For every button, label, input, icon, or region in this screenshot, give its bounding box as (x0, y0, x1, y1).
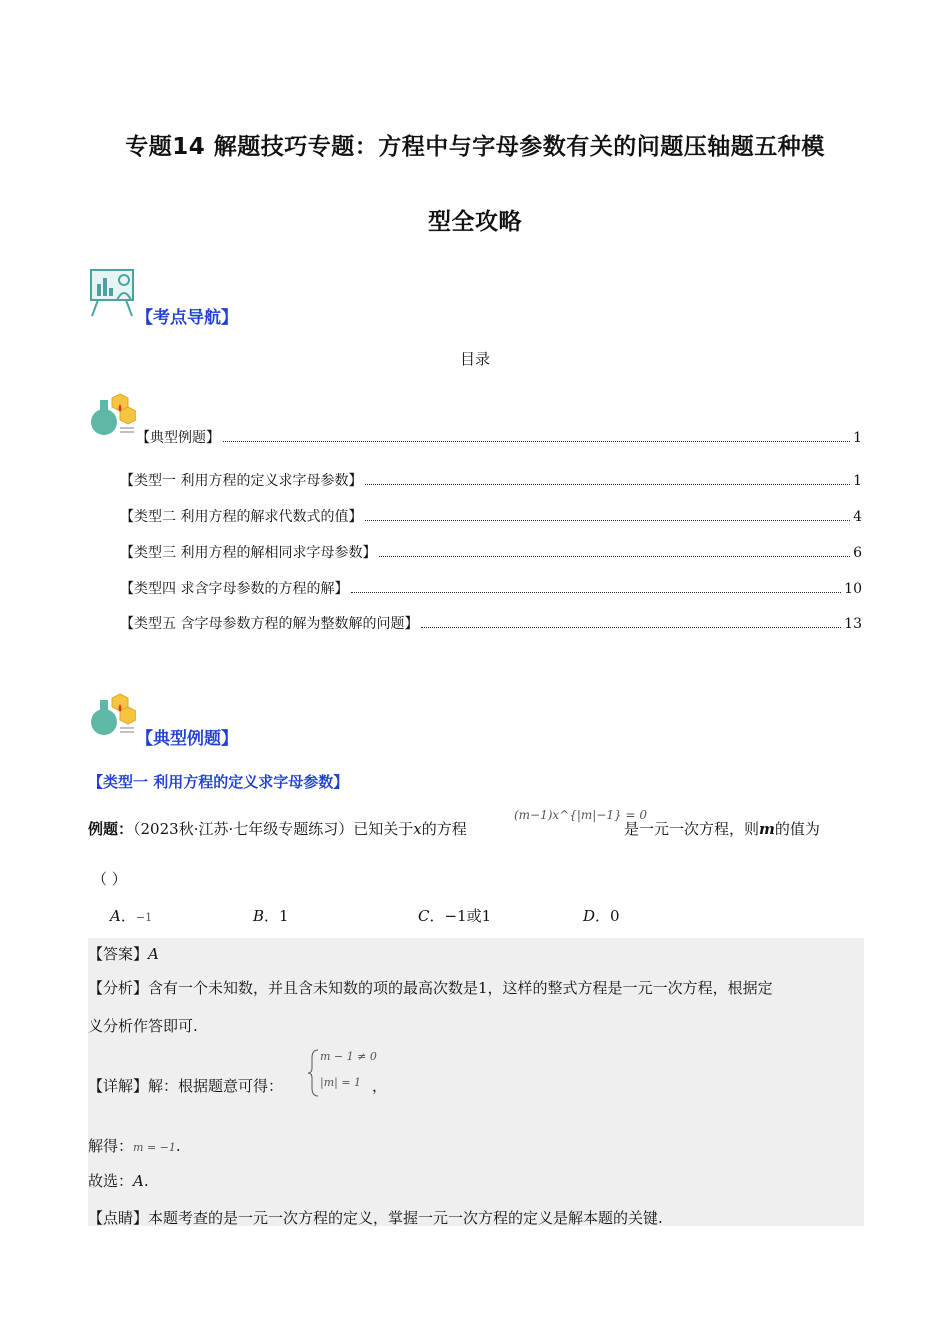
toc-heading: 目录 (459, 350, 490, 368)
option-value: −1或1 (444, 907, 492, 925)
toc-item[interactable] (120, 506, 862, 526)
option-value: 1 (279, 907, 289, 925)
answer-label: 【答案】 (88, 945, 149, 963)
toc-dots (365, 519, 850, 521)
toc-item-label: 【典型例题】 (136, 430, 220, 446)
choose-label: 故选： (88, 1172, 134, 1190)
toc-item-label: 【类型三 利用方程的解相同求字母参数】 (120, 545, 377, 561)
toc-item[interactable] (120, 470, 862, 490)
comment-label: 【点睛】 (88, 1209, 149, 1227)
toc-item-label: 【类型四 求含字母参数的方程的解】 (120, 581, 349, 597)
option-letter: B (253, 907, 265, 925)
option-value: 0 (610, 907, 620, 925)
toc-item[interactable] (136, 427, 862, 447)
equation-system (308, 1048, 378, 1100)
comment-text: 本题考查的是一元一次方程的定义，掌握一元一次方程的定义是解本题的关键. (148, 1209, 663, 1227)
toc-item-page: 4 (853, 509, 862, 525)
example-text-a: 的方程 (421, 820, 467, 838)
type1-heading: 【类型一 利用方程的定义求字母参数】 (88, 773, 349, 791)
nav-heading: 【考点导航】 (136, 308, 238, 328)
toc-item-label: 【类型一 利用方程的定义求字母参数】 (120, 473, 363, 489)
flask-hexagon-icon (88, 392, 136, 438)
analysis-line (88, 977, 773, 998)
section-heading: 【典型例题】 (136, 729, 238, 749)
toc-item-page: 1 (853, 430, 862, 446)
solve-end: . (175, 1137, 181, 1155)
choose-value: A (133, 1172, 144, 1190)
system-eq-1: m − 1 ≠ 0 (320, 1050, 377, 1063)
toc-dots (421, 626, 841, 628)
teacher-board-icon (88, 266, 138, 318)
detail-line (88, 1075, 283, 1096)
example-text-c: 的值为 (774, 820, 820, 838)
toc-item[interactable] (120, 578, 862, 598)
var-m: m (759, 820, 775, 838)
analysis-line-2: 义分析作答即可. (88, 1017, 198, 1035)
example-question (88, 818, 467, 839)
toc-dots (223, 440, 850, 442)
answer-paren: （ ） (92, 870, 127, 888)
toc-item-page: 1 (853, 473, 862, 489)
example-source: （2023秋·江苏·七年级专题练习）已知关于 (133, 820, 414, 838)
brace-icon (308, 1048, 320, 1098)
page-title-line2: 型全攻略 (428, 209, 522, 235)
option-b[interactable]: B．1 (253, 907, 289, 925)
solve-label: 解得： (88, 1137, 134, 1155)
solve-value: m = −1 (133, 1141, 176, 1154)
toc-item-label: 【类型二 利用方程的解求代数式的值】 (120, 509, 363, 525)
toc-item[interactable] (120, 613, 862, 633)
example-question-tail (624, 818, 820, 839)
detail-text: 解：根据题意可得： (148, 1077, 284, 1095)
example-label: 例题： (88, 820, 134, 838)
option-letter: C (418, 907, 430, 925)
equation: (m−1)x^{|m|−1} = 0 (514, 808, 647, 822)
system-eq-2: |m| = 1 (320, 1076, 362, 1089)
answer-value: A (148, 945, 159, 963)
toc-item-label: 【类型五 含字母参数方程的解为整数解的问题】 (120, 616, 419, 632)
detail-comma: ， (372, 1077, 388, 1095)
flask-hexagon-icon (88, 692, 136, 738)
option-value: −1 (135, 911, 153, 924)
choose-end: . (143, 1172, 149, 1190)
solve-line (88, 1135, 181, 1156)
example-text-b: 是一元一次方程，则 (624, 820, 760, 838)
toc-dots (365, 483, 850, 485)
analysis-text: 含有一个未知数，并且含未知数的项的最高次数是1，这样的整式方程是一元一次方程，根据定 (148, 979, 773, 997)
analysis-label: 【分析】 (88, 979, 149, 997)
toc-item-page: 6 (853, 545, 862, 561)
choose-line (88, 1170, 149, 1191)
toc-item-page: 10 (844, 581, 862, 597)
option-c[interactable]: C．−1或1 (418, 907, 492, 925)
toc-dots (379, 555, 850, 557)
option-a[interactable]: A．−1 (110, 907, 153, 925)
page-title: 专题14 解题技巧专题：方程中与字母参数有关的问题压轴题五种模 (125, 134, 825, 160)
var-x: x (413, 820, 422, 838)
option-letter: A (110, 907, 121, 925)
answer-line (88, 943, 159, 964)
option-letter: D (583, 907, 596, 925)
toc-item[interactable] (120, 542, 862, 562)
option-d[interactable]: D．0 (583, 907, 620, 925)
detail-label: 【详解】 (88, 1077, 149, 1095)
toc-item-page: 13 (844, 616, 862, 632)
toc-dots (351, 591, 841, 593)
comment-line (88, 1207, 663, 1228)
